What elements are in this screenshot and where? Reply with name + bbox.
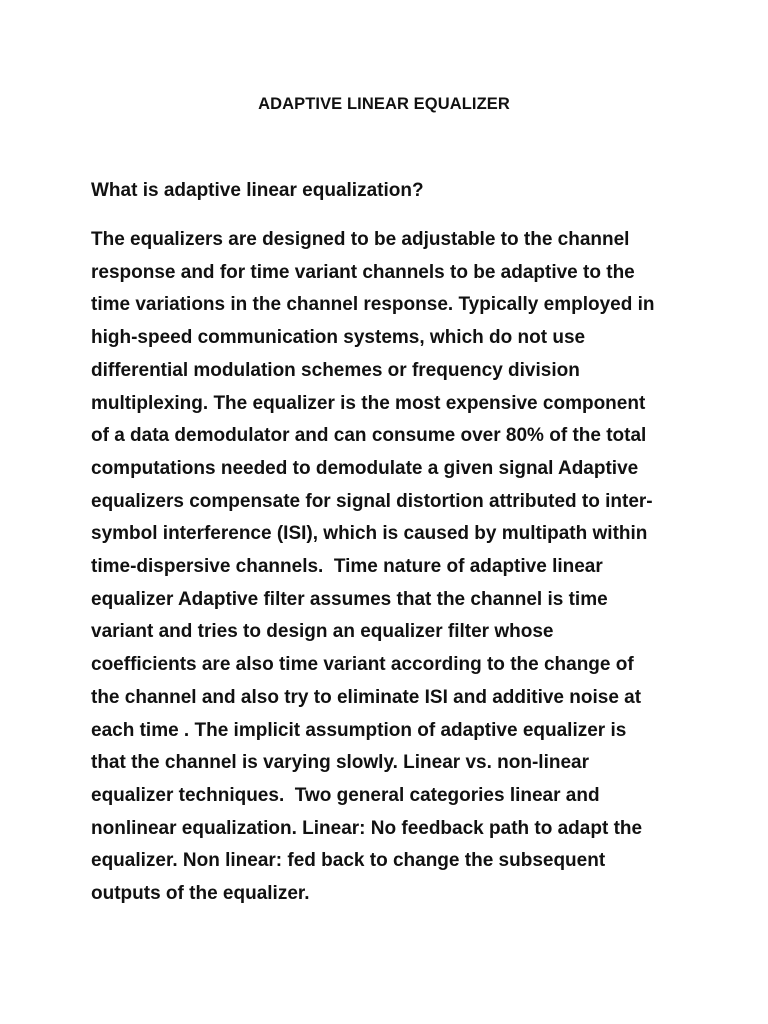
body-line: multiplexing. The equalizer is the most expensive component: [91, 392, 646, 414]
body-line: that the channel is varying slowly. Linear vs. non-linear: [91, 752, 589, 774]
body-line: high-speed communication systems, which do not use: [91, 327, 586, 349]
body-line: coefficients are also time variant according to the change of: [91, 654, 634, 676]
body-line: the channel and also try to eliminate ISI and additive noise at: [91, 686, 642, 708]
body-line: outputs of the equalizer.: [91, 883, 310, 905]
body-line: time-dispersive channels. Time nature of adaptive linear: [91, 556, 603, 578]
body-line: symbol interference (ISI), which is caused by multipath within: [91, 523, 648, 545]
body-line: computations needed to demodulate a given signal Adaptive: [91, 457, 639, 479]
body-line: each time . The implicit assumption of adaptive equalizer is: [91, 719, 627, 741]
body-line: variant and tries to design an equalizer filter whose: [91, 621, 554, 643]
document-title: ADAPTIVE LINEAR EQUALIZER: [258, 95, 510, 113]
section-question: What is adaptive linear equalization?: [91, 180, 424, 201]
body-line: equalizer techniques. Two general categories linear and: [91, 784, 600, 806]
body-line: equalizer Adaptive filter assumes that the channel is time: [91, 588, 608, 610]
body-line: time variations in the channel response. Typically employed in: [91, 294, 655, 316]
body-line: response and for time variant channels to be adaptive to the: [91, 261, 635, 283]
body-line: The equalizers are designed to be adjustable to the channel: [91, 229, 630, 250]
body-paragraph: [91, 224, 654, 911]
body-line: equalizers compensate for signal distortion attributed to inter-: [91, 490, 653, 512]
body-line: differential modulation schemes or frequency division: [91, 359, 580, 381]
body-line: nonlinear equalization. Linear: No feedback path to adapt the: [91, 817, 643, 839]
body-line: of a data demodulator and can consume over 80% of the total: [91, 425, 647, 447]
body-line: equalizer. Non linear: fed back to change the subsequent: [91, 850, 606, 872]
